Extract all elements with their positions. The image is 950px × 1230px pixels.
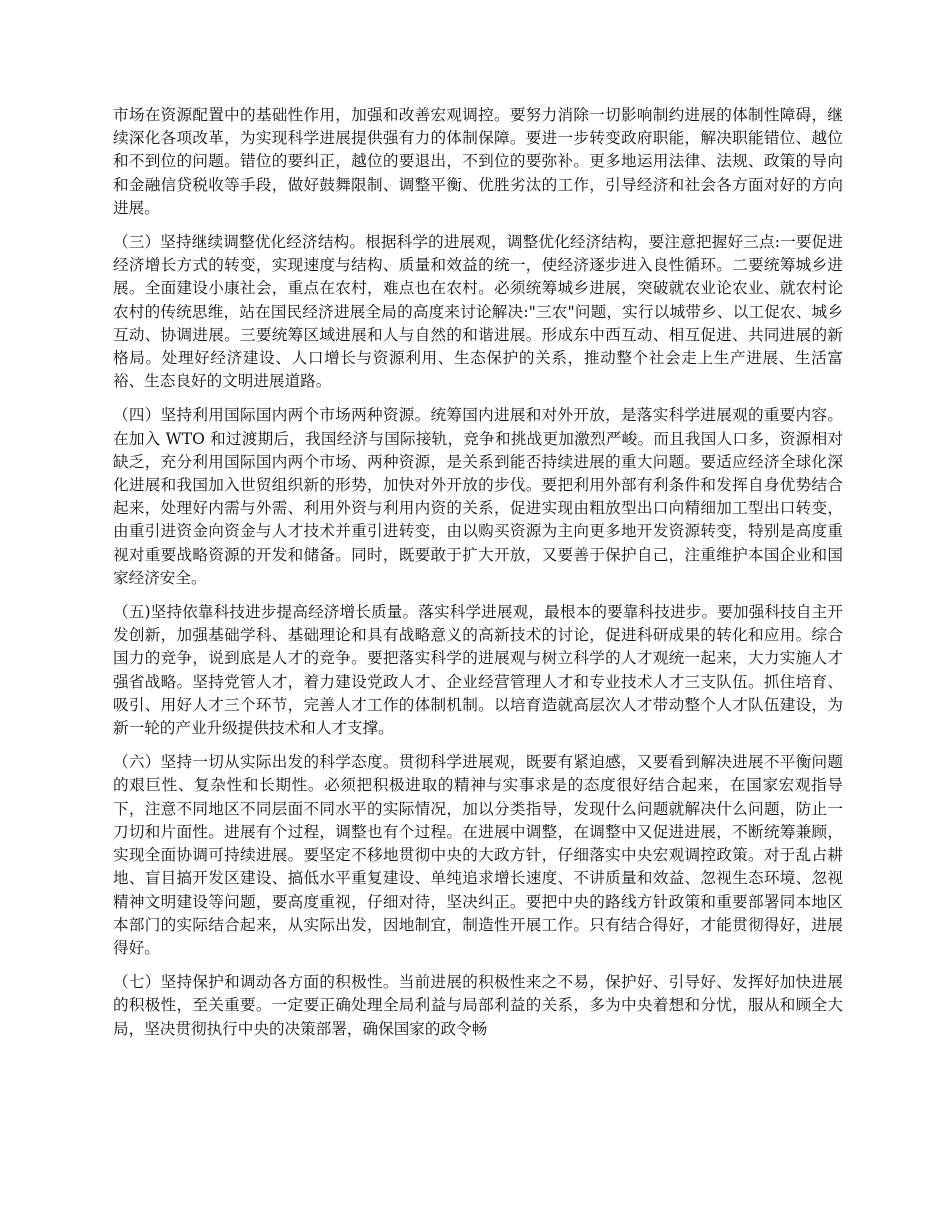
document-body — [113, 104, 843, 1052]
paragraph-section-6: （六）坚持一切从实际出发的科学态度。贯彻科学进展观，既要有紧迫感，又要看到解决进展不平衡问题的艰巨性、复杂性和长期性。必须把积极进取的精神与实事求是的态度很好结合起来，在国家宏观指导下，注意不同地区不同层面不同水平的实际情况，加以分类指导，发现什么问题就解决什么问题，防止一刀切和片面性。进展有个过程，调整也有个过程。在进展中调整，在调整中又促进进展，不断统筹兼顾，实现全面协调可持续进展。要坚定不移地贯彻中央的大政方针，仔细落实中央宏观调控政策。对于乱占耕地、盲目搞开发区建设、搞低水平重复建设、单纯追求增长速度、不讲质量和效益、忽视生态环境、忽视精神文明建设等问题，要高度重视，仔细对待，坚决纠正。要把中央的路线方针政策和重要部署同本地区本部门的实际结合起来，从实际出发，因地制宜，制造性开展工作。只有结合得好，才能贯彻得好，进展得好。 — [113, 753, 843, 957]
paragraph-market-role: 市场在资源配置中的基础性作用，加强和改善宏观调控。要努力消除一切影响制约进展的体制性障碍，继续深化各项改革，为实现科学进展提供强有力的体制保障。要进一步转变政府职能，解决职能错位、越位和不到位的问题。错位的要纠正，越位的要退出，不到位的要弥补。更多地运用法律、法规、政策的导向和金融信贷税收等手段，做好鼓舞限制、调整平衡、优胜劣汰的工作，引导经济和社会各方面对好的方向进展。 — [113, 106, 843, 217]
paragraph-section-5: （五)坚持依靠科技进步提高经济增长质量。落实科学进展观，最根本的要靠科技进步。要加强科技自主开发创新，加强基础学科、基础理论和具有战略意义的高新技术的讨论，促进科研成果的转化和应用。综合国力的竞争，说到底是人才的竞争。要把落实科学的进展观与树立科学的人才观统一起来，大力实施人才强省战略。坚持党管人才，着力建设党政人才、企业经营管理人才和专业技术人才三支队伍。抓住培育、吸引、用好人才三个环节，完善人才工作的体制机制。以培育造就高层次人才带动整个人才队伍建设，为新一轮的产业升级提供技术和人才支撑。 — [113, 603, 843, 738]
paragraph-section-4: （四）坚持利用国际国内两个市场两种资源。统筹国内进展和对外开放，是落实科学进展观的重要内容。在加入 WTO 和过渡期后，我国经济与国际接轨，竞争和挑战更加激烈严峻。而且我国人口多，资源相对缺乏，充分利用国际国内两个市场、两种资源，是关系到能否持续进展的重大问题。要适应经济全球化深化进展和我国加入世贸组织新的形势，加快对外开放的步伐。要把利用外部有利条件和发挥自身优势结合起来，处理好内需与外需、利用外资与利用内资的关系，促进实现由粗放型出口向精细加工型出口转变，由重引进资金向资金与人才技术并重引进转变，由以购买资源为主向更多地开发资源转变，特别是高度重视对重要战略资源的开发和储备。同时，既要敢于扩大开放，又要善于保护自己，注重维护本国企业和国家经济安全。 — [113, 406, 843, 587]
paragraph-section-3: （三）坚持继续调整优化经济结构。根据科学的进展观，调整优化经济结构，要注意把握好三点:一要促进经济增长方式的转变，实现速度与结构、质量和效益的统一，使经济逐步进入良性循环。二要统筹城乡进展。全面建设小康社会，重点在农村，难点也在农村。必须统筹城乡进展，突破就农业论农业、就农村论农村的传统思维，站在国民经济进展全局的高度来讨论解决:"三农"问题，实行以城带乡、以工促农、城乡互动、协调进展。三要统筹区域进展和人与自然的和谐进展。形成东中西互动、相互促进、共同进展的新格局。处理好经济建设、人口增长与资源利用、生态保护的关系，推动整个社会走上生产进展、生活富裕、生态良好的文明进展道路。 — [113, 233, 843, 391]
paragraph-section-7: （七）坚持保护和调动各方面的积极性。当前进展的积极性来之不易，保护好、引导好、发挥好加快进展的积极性，至关重要。一定要正确处理全局利益与局部利益的关系，多为中央着想和分忧，服从和顾全大局，坚决贯彻执行中央的决策部署，确保国家的政令畅 — [113, 973, 843, 1038]
